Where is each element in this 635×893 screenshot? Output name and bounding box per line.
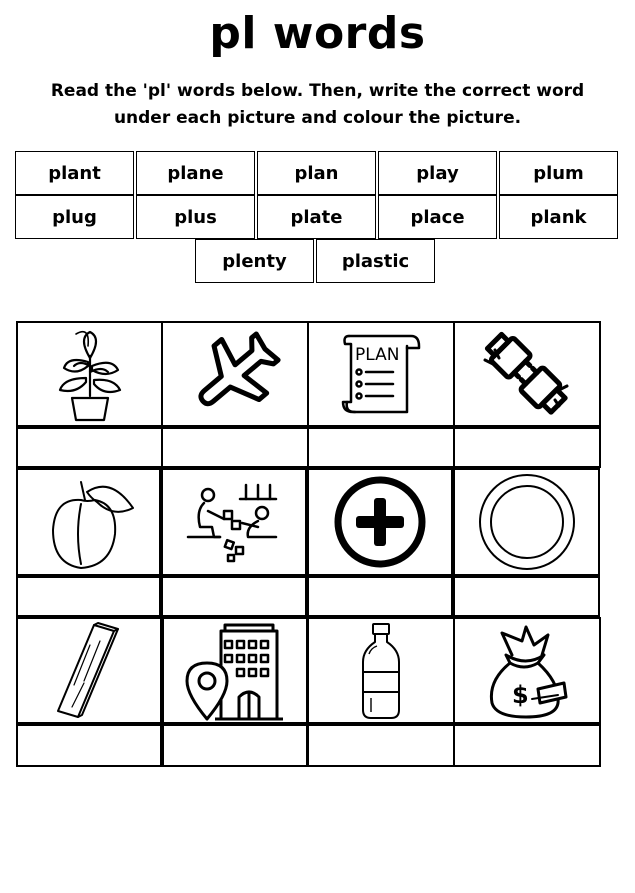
plant-icon [50, 326, 130, 422]
answer-box-2[interactable] [161, 427, 309, 468]
word-plane: plane [136, 151, 255, 195]
word-plenty: plenty [195, 239, 314, 283]
instructions-line-1: Read the 'pl' words below. Then, write the correct word [50, 81, 585, 101]
picture-cell-plus [307, 468, 453, 576]
answer-box-11[interactable] [307, 724, 455, 767]
plan-icon [333, 326, 429, 422]
place-icon [185, 621, 285, 721]
word-plum: plum [499, 151, 618, 195]
word-plug: plug [15, 195, 134, 239]
picture-cell-plane [161, 321, 309, 427]
answer-box-7[interactable] [307, 576, 453, 617]
answer-box-1[interactable] [16, 427, 163, 468]
plastic-icon [351, 622, 411, 720]
word-plus: plus [136, 195, 255, 239]
plum-icon [41, 474, 137, 570]
answer-box-4[interactable] [453, 427, 601, 468]
word-plate: plate [257, 195, 376, 239]
answer-box-8[interactable] [453, 576, 600, 617]
play-icon [184, 477, 284, 567]
plane-icon [187, 329, 283, 419]
answer-box-3[interactable] [307, 427, 455, 468]
picture-cell-plastic [307, 617, 455, 724]
word-plank: plank [499, 195, 618, 239]
word-plant: plant [15, 151, 134, 195]
picture-cell-plum [16, 468, 161, 576]
answer-box-6[interactable] [161, 576, 307, 617]
word-place: place [378, 195, 497, 239]
answer-box-12[interactable] [453, 724, 601, 767]
plus-icon [332, 474, 428, 570]
picture-cell-place [162, 617, 308, 724]
picture-cell-plate [453, 468, 600, 576]
word-play: play [378, 151, 497, 195]
plug-icon [477, 324, 577, 424]
word-plastic: plastic [316, 239, 435, 283]
answer-box-9[interactable] [16, 724, 162, 767]
plank-icon [44, 621, 134, 721]
picture-cell-play [161, 468, 307, 576]
plenty-dollar-label: $ [512, 680, 529, 709]
answer-box-5[interactable] [16, 576, 161, 617]
answer-box-10[interactable] [162, 724, 308, 767]
picture-cell-plan [307, 321, 455, 427]
picture-cell-plant [16, 321, 163, 427]
word-plan: plan [257, 151, 376, 195]
plan-icon-label: PLAN [355, 345, 400, 365]
page-title: pl words [209, 8, 426, 59]
plenty-icon [482, 623, 572, 719]
picture-cell-plenty [453, 617, 601, 724]
plate-icon [477, 472, 577, 572]
picture-cell-plug [453, 321, 601, 427]
picture-cell-plank [16, 617, 162, 724]
instructions-line-2: under each picture and colour the picture. [113, 108, 522, 128]
